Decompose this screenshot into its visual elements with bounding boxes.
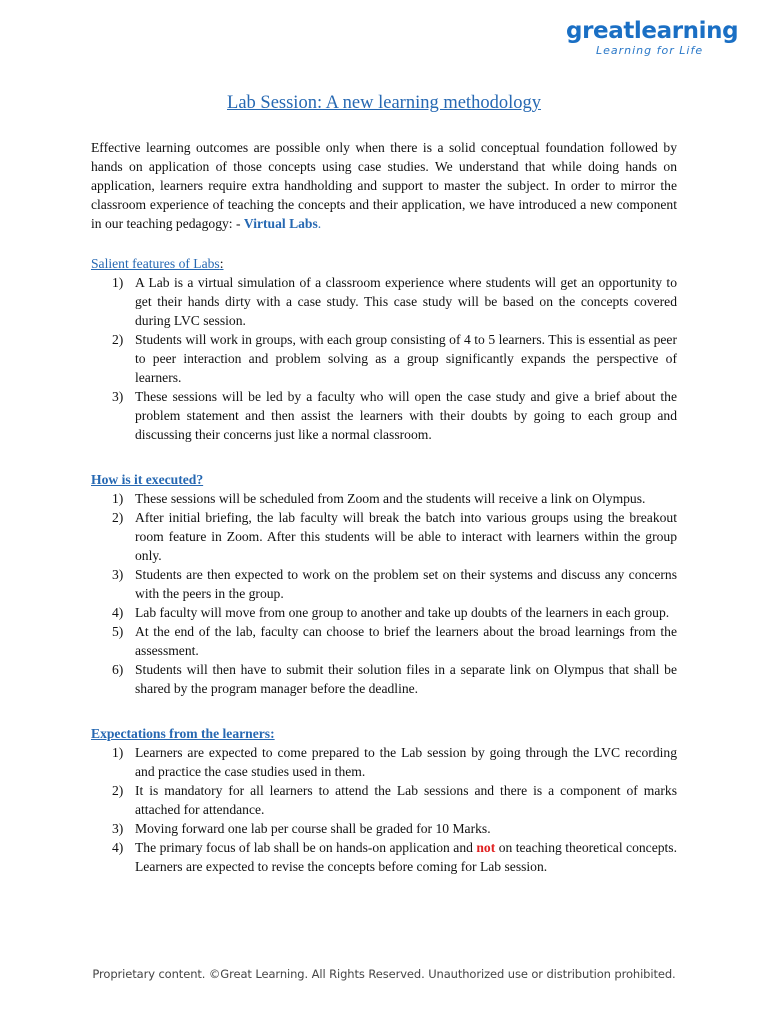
brand-logo <box>566 18 746 57</box>
list-item-text: These sessions will be led by a faculty who will open the case study and give a brief about the problem statement and then assist the learners with their doubts by going to each group and discussing their concerns just like a normal classroom. <box>135 389 677 442</box>
heading-colon: : <box>219 256 224 271</box>
list-number: 1) <box>112 275 124 290</box>
list-item <box>91 508 677 565</box>
list-number: 1) <box>112 745 124 760</box>
list-item <box>91 743 677 781</box>
list-item <box>91 330 677 387</box>
list-number: 6) <box>112 662 124 677</box>
section-expectations <box>91 724 677 876</box>
list-number: 3) <box>112 389 124 404</box>
list-item-text: After initial briefing, the lab faculty will break the batch into various groups using the breakout room feature in Zoom. After this students will be able to interact with learners within the group only. <box>135 510 677 563</box>
list-number: 2) <box>112 783 124 798</box>
list-item-text: Students will then have to submit their solution files in a separate link on Olympus that shall be shared by the program manager before the deadline. <box>135 662 677 696</box>
list-item-text: Students will work in groups, with each group consisting of 4 to 5 learners. This is essential as peer to peer interaction and problem solving as a group significantly expands the perspective of learners. <box>135 332 677 385</box>
list-item-text: Learners are expected to come prepared to the Lab session by going through the LVC recording and practice the case studies used in them. <box>135 745 677 779</box>
section-how-executed <box>91 470 677 698</box>
list-item <box>91 273 677 330</box>
intro-text: Effective learning outcomes are possible only when there is a solid conceptual foundation followed by hands on application of those concepts using case studies. We understand that while doing hands on application, learners require extra handholding and support to master the subject. In order to mirror the classroom experience of teaching the concepts and their application, we have introduced a new component in our teaching pedagogy: - <box>91 140 677 231</box>
list-item-text: Students are then expected to work on the problem set on their systems and discuss any concerns with the peers in the group. <box>135 567 677 601</box>
list-number: 2) <box>112 332 124 347</box>
list-item <box>91 603 677 622</box>
list-number: 2) <box>112 510 124 525</box>
list-item <box>91 489 677 508</box>
list-item <box>91 781 677 819</box>
list-item-text: It is mandatory for all learners to attend the Lab sessions and there is a component of marks attached for attendance. <box>135 783 677 817</box>
list-item-text-after: on teaching theoretical concepts. Learners are expected to revise the concepts before coming for Lab session. <box>135 840 677 874</box>
list-number: 3) <box>112 567 124 582</box>
numbered-list <box>91 743 677 876</box>
list-number: 4) <box>112 840 124 855</box>
document-body <box>91 138 677 876</box>
list-number: 4) <box>112 605 124 620</box>
list-item-text: A Lab is a virtual simulation of a classroom experience where students will get an opportunity to get their hands dirty with a case study. This case study will be based on the concepts covered during LVC session. <box>135 275 677 328</box>
logo-wordmark: greatlearning <box>566 18 739 44</box>
virtual-labs-highlight: Virtual Labs <box>243 216 318 231</box>
list-item <box>91 660 677 698</box>
section-heading <box>91 254 677 273</box>
list-number: 5) <box>112 624 124 639</box>
section-heading: How is it executed? <box>91 472 204 487</box>
list-item-text-before: The primary focus of lab shall be on hands-on application and <box>135 840 477 855</box>
list-number: 1) <box>112 491 124 506</box>
footer-copyright: Proprietary content. ©Great Learning. All Rights Reserved. Unauthorized use or distribution prohibited. <box>92 967 676 981</box>
list-number: 3) <box>112 821 124 836</box>
logo-tagline: Learning for Life <box>596 44 704 57</box>
heading-text: Salient features of Labs <box>91 256 220 271</box>
emphasis-not: not <box>476 840 496 855</box>
list-item <box>91 387 677 444</box>
list-item-text: Lab faculty will move from one group to another and take up doubts of the learners in each group. <box>135 605 670 620</box>
list-item <box>91 622 677 660</box>
list-item <box>91 838 677 876</box>
numbered-list <box>91 489 677 698</box>
page-title: Lab Session: A new learning methodology <box>227 93 541 113</box>
list-item <box>91 819 677 838</box>
list-item <box>91 565 677 603</box>
intro-paragraph <box>91 138 677 233</box>
list-item-text: Moving forward one lab per course shall be graded for 10 Marks. <box>135 821 491 836</box>
section-heading: Expectations from the learners: <box>91 726 275 741</box>
numbered-list <box>91 273 677 444</box>
list-item-text: These sessions will be scheduled from Zoom and the students will receive a link on Olympus. <box>135 491 646 506</box>
intro-end: . <box>317 216 322 231</box>
section-salient-features <box>91 254 677 444</box>
list-item-text: At the end of the lab, faculty can choose to brief the learners about the broad learnings from the assessment. <box>135 624 677 658</box>
